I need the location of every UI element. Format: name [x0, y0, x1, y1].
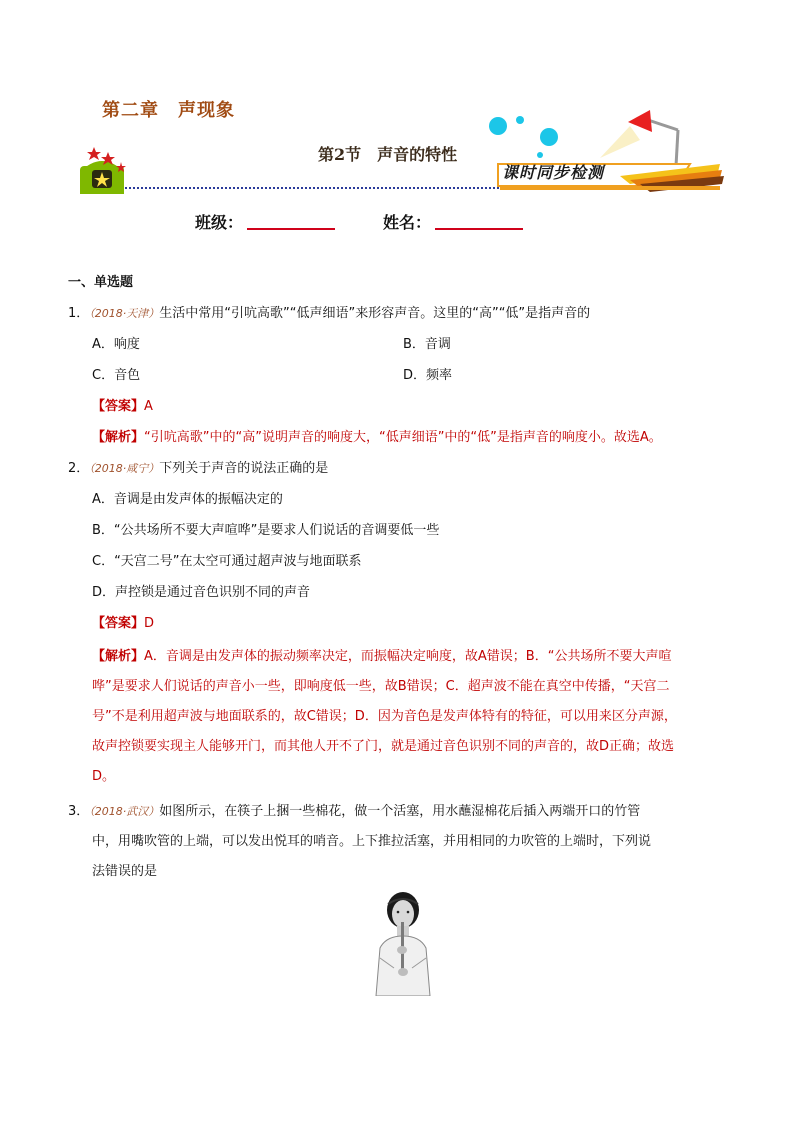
chapter-title: 第二章 声现象 — [102, 100, 235, 121]
q1-option-d: D．频率 — [403, 368, 453, 383]
q2-analysis-line: 故声控锁要实现主人能够开门，而其他人开不了门，就是通过音色识别不同的声音的，故D正确；故选 — [92, 739, 675, 754]
part-title: 一、单选题 — [68, 275, 134, 290]
q2-answer-value: D — [144, 616, 155, 631]
girl-whistle-illustration — [366, 888, 440, 996]
lamp-icon — [600, 110, 678, 166]
q2-option-d: D．声控锁是通过音色识别不同的声音 — [92, 585, 311, 600]
q2-option-b: B．“公共场所不要大声喧哗”是要求人们说话的音调要低一些 — [92, 523, 440, 538]
question-2 — [68, 459, 748, 479]
class-field[interactable] — [247, 212, 335, 230]
q2-analysis-tag: 【解析】 — [92, 649, 145, 664]
question-3 — [68, 797, 748, 887]
name-label: 姓名： — [383, 213, 432, 232]
q1-number: 1． — [68, 306, 90, 321]
q1-option-b: B．音调 — [403, 337, 451, 352]
q2-answer-tag: 【答案】 — [92, 616, 145, 631]
q2-option-a: A．音调是由发声体的振幅决定的 — [92, 492, 283, 507]
q2-stem: 下列关于声音的说法正确的是 — [159, 461, 329, 476]
q2-analysis-line: D。 — [92, 769, 116, 784]
section-title: 第2节 声音的特性 — [318, 145, 458, 164]
bubble-icon — [489, 117, 507, 135]
q2-number: 2． — [68, 461, 90, 476]
q2-analysis-line: 哗”是要求人们说话的声音小一些，即响度低一些，故B错误；C．超声波不能在真空中传播，“天宫二 — [92, 679, 670, 694]
q1-option-c: C．音色 — [92, 368, 141, 383]
question-1 — [68, 304, 748, 324]
q1-answer — [92, 397, 153, 417]
q2-source: （2018·咸宁） — [89, 462, 160, 475]
q2-option-c: C．“天宫二号”在太空可通过超声波与地面联系 — [92, 554, 362, 569]
q3-line: 3．（2018·武汉）如图所示，在筷子上捆一些棉花，做一个活塞，用水蘸湿棉花后插入两端开口的竹管 — [68, 804, 641, 819]
q3-line: 法错误的是 — [92, 864, 158, 879]
q1-option-a: A．响度 — [92, 337, 140, 352]
class-label: 班级： — [195, 213, 244, 232]
q2-analysis-line: 【解析】A．音调是由发声体的振动频率决定，而振幅决定响度，故A错误；B．“公共场所不要大声喧 — [92, 649, 672, 664]
q1-stem: 生活中常用“引吭高歌”“低声细语”来形容声音。这里的“高”“低”是指声音的 — [159, 306, 591, 321]
q1-answer-value: A — [144, 399, 153, 414]
q2-answer — [92, 614, 154, 634]
q2-analysis — [92, 642, 732, 792]
q1-analysis — [92, 428, 752, 448]
q2-analysis-line: 号”不是利用超声波与地面联系的，故C错误；D．因为音色是发声体特有的特征，可以用来区分声源， — [92, 709, 677, 724]
q1-analysis-tag: 【解析】 — [92, 430, 145, 445]
q1-analysis-text: “引吭高歌”中的“高”说明声音的响度大，“低声细语”中的“低”是指声音的响度小。故选A。 — [144, 430, 662, 445]
q3-source: （2018·武汉） — [89, 805, 160, 818]
q3-line: 中，用嘴吹管的上端，可以发出悦耳的哨音。上下推拉活塞，并用相同的力吹管的上端时，下列说 — [92, 834, 652, 849]
badge-label: 课时同步检测 — [502, 163, 605, 182]
q1-source: （2018·天津） — [89, 307, 160, 320]
name-field[interactable] — [435, 212, 523, 230]
q1-answer-tag: 【答案】 — [92, 399, 145, 414]
q3-number: 3． — [68, 804, 90, 819]
student-info-line — [195, 210, 523, 233]
q3-figure — [366, 888, 440, 996]
